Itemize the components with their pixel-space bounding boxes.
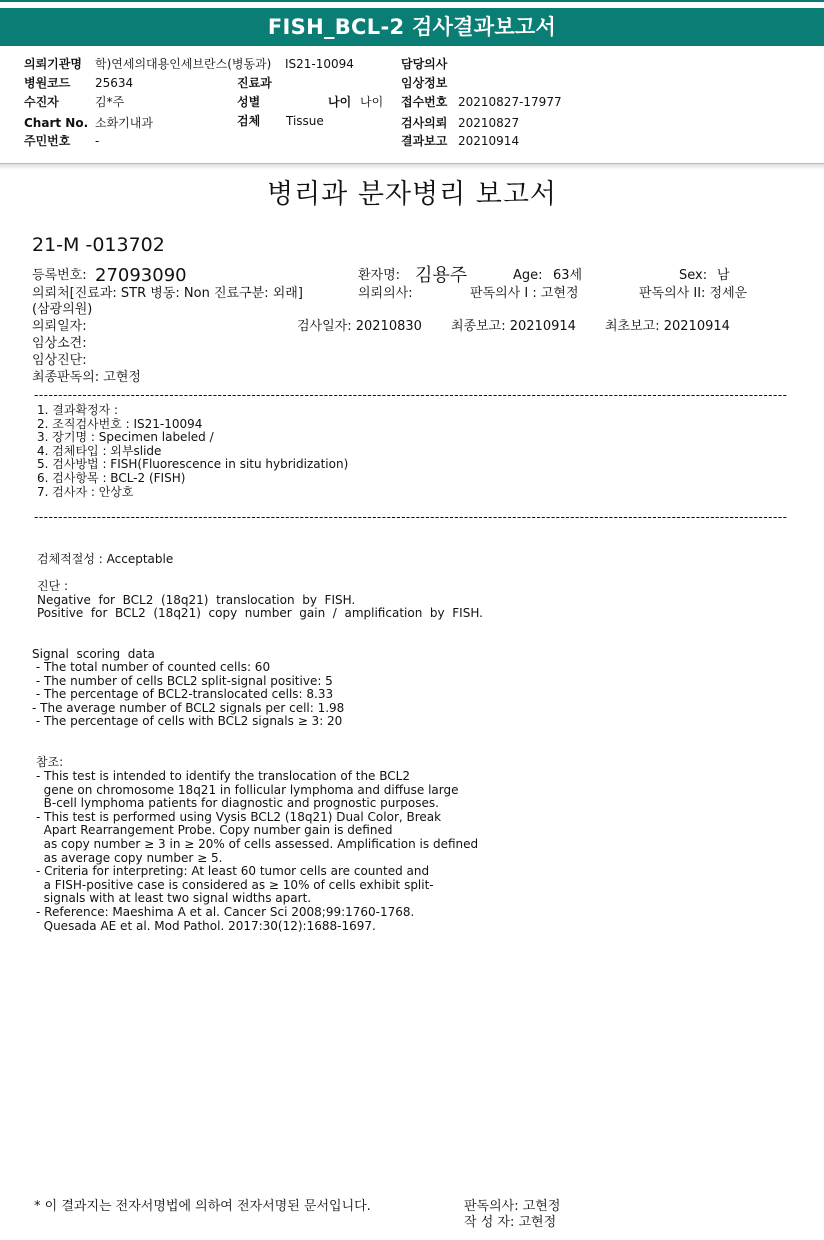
list-item: 5. 검사방법 : FISH(Fluorescence in situ hybridization) xyxy=(37,457,349,472)
reg-label: 등록번호: xyxy=(32,268,87,283)
list-item: 7. 검사자 : 안상호 xyxy=(37,484,134,499)
reference-line: Quesada AE et al. Mod Pathol. 2017:30(12):1688-1697. xyxy=(36,918,376,933)
label-clinical-info: 임상정보 xyxy=(401,76,448,90)
reference-notes xyxy=(36,770,478,933)
value-institution-code: IS21-10094 xyxy=(285,57,354,71)
footer-author: 작 성 자: 고현정 xyxy=(464,1215,557,1230)
label-request-date: 검사의뢰 xyxy=(401,116,448,130)
clinical-findings: 임상소견: xyxy=(32,336,87,351)
reference-line: - This test is performed using Vysis BCL2 (18q21) Dual Color, Break xyxy=(36,809,442,824)
diagnosis-label: 진단 : xyxy=(37,579,69,593)
report-header-title: FISH_BCL-2 검사결과보고서 xyxy=(0,8,824,46)
final-report-date: 최종보고: 20210914 xyxy=(451,319,576,334)
signal-line: - The percentage of BCL2-translocated cells: 8.33 xyxy=(32,687,334,702)
signal-line: - The total number of counted cells: 60 xyxy=(32,660,271,674)
reg-value: 27093090 xyxy=(95,265,187,286)
signal-data xyxy=(32,661,344,729)
clinical-dx: 임상진단: xyxy=(32,353,87,368)
label-resident-no: 주민번호 xyxy=(24,134,71,148)
final-reader: 최종판독의: 고현정 xyxy=(32,370,141,385)
value-receipt-no: 20210827-17977 xyxy=(458,95,562,109)
label-patient: 수진자 xyxy=(24,95,59,109)
signal-line: - The average number of BCL2 signals per cell: 1.98 xyxy=(32,700,345,715)
value-institution: 학)연세의대용인세브란스(병동과) xyxy=(95,57,272,71)
reference-line: B-cell lymphoma patients for diagnostic and prognostic purposes. xyxy=(36,796,439,811)
list-item: 2. 조직검사번호 : IS21-10094 xyxy=(37,416,203,431)
age-label: Age: xyxy=(513,268,543,283)
label-specimen: 검체 xyxy=(237,114,261,128)
adequacy: 검체적절성 : Acceptable xyxy=(37,552,174,566)
footer-note: * 이 결과지는 전자서명법에 의하여 전자서명된 문서입니다. xyxy=(34,1199,371,1214)
referral-line: 의뢰처[진료과: STR 병동: Non 진료구분: 외래] xyxy=(32,286,303,301)
reference-line: signals with at least two signal widths apart. xyxy=(36,891,312,906)
sex-value: 남 xyxy=(717,268,730,283)
footer-reader: 판독의사: 고현정 xyxy=(464,1199,561,1214)
exam-date: 검사일자: 20210830 xyxy=(297,319,422,334)
value-chart-no: 소화기내과 xyxy=(95,116,153,130)
reference-line: - Criteria for interpreting: At least 60 tumor cells are counted and xyxy=(36,864,430,879)
header-shadow xyxy=(0,164,824,170)
request-date-label: 의뢰일자: xyxy=(32,319,87,334)
diagnosis-line-1: Negative for BCL2 (18q21) translocation by FISH. xyxy=(37,593,356,607)
first-report-date: 최초보고: 20210914 xyxy=(605,319,730,334)
reference-line: gene on chromosome 18q21 in follicular lymphoma and diffuse large xyxy=(36,782,459,797)
signal-line: - The percentage of cells with BCL2 signals ≥ 3: 20 xyxy=(32,714,343,729)
reference-line: Apart Rearrangement Probe. Copy number gain is defined xyxy=(36,823,393,838)
label-chart-no: Chart No. xyxy=(24,116,89,130)
ref-doctor-label: 의뢰의사: xyxy=(358,286,413,301)
signal-line: - The number of cells BCL2 split-signal positive: 5 xyxy=(32,673,333,688)
list-item: 4. 검체타입 : 외부slide xyxy=(37,443,162,458)
label-hospital-code: 병원코드 xyxy=(24,76,71,90)
patient-label: 환자명: xyxy=(358,268,401,283)
value-hospital-code: 25634 xyxy=(95,76,134,90)
label-result-report: 결과보고 xyxy=(401,134,448,148)
report-number: 21-M -013702 xyxy=(32,234,165,256)
top-border xyxy=(0,0,824,8)
value-patient: 김*주 xyxy=(95,95,125,109)
label-receipt-no: 접수번호 xyxy=(401,95,448,109)
label-department: 진료과 xyxy=(237,76,272,90)
value-result-report: 20210914 xyxy=(458,134,520,148)
list-item: 3. 장기명 : Specimen labeled / xyxy=(37,430,214,445)
value-specimen: Tissue xyxy=(286,114,324,128)
reference-title: 참조: xyxy=(36,755,64,769)
reference-line: - This test is intended to identify the translocation of the BCL2 xyxy=(36,769,410,783)
label-doctor: 담당의사 xyxy=(401,57,448,71)
label-age: 나이 xyxy=(328,95,352,109)
reference-line: as copy number ≥ 3 in ≥ 20% of cells assessed. Amplification is defined xyxy=(36,836,479,851)
diagnosis-line-2: Positive for BCL2 (18q21) copy number gain / amplification by FISH. xyxy=(37,606,483,620)
reader2: 판독의사 II: 정세운 xyxy=(639,286,748,301)
patient-value: 김용주 xyxy=(415,265,468,286)
label-institution: 의뢰기관명 xyxy=(24,57,82,71)
exam-items xyxy=(37,404,348,499)
reference-line: a FISH-positive case is considered as ≥ 10% of cells exhibit split- xyxy=(36,877,434,892)
reference-line: - Reference: Maeshima A et al. Cancer Sci 2008;99:1760-1768. xyxy=(36,904,415,919)
reference-line: as average copy number ≥ 5. xyxy=(36,850,223,865)
value-request-date: 20210827 xyxy=(458,116,520,130)
dashed-divider-top: ------------------------------------------------------------------------------------------------------------------------------------------------------------ xyxy=(34,389,788,401)
referral-sub: (삼광의원) xyxy=(32,302,93,317)
age-value: 63세 xyxy=(553,268,583,283)
reader1: 판독의사 I : 고현정 xyxy=(470,286,579,301)
list-item: 1. 결과확정자 : xyxy=(37,403,119,417)
report-title: 병리과 분자병리 보고서 xyxy=(267,179,557,210)
value-resident-no: - xyxy=(95,134,100,148)
label-sex: 성별 xyxy=(237,95,261,109)
list-item: 6. 검사항목 : BCL-2 (FISH) xyxy=(37,470,186,485)
signal-title: Signal scoring data xyxy=(32,647,155,661)
dashed-divider-bottom: ------------------------------------------------------------------------------------------------------------------------------------------------------------ xyxy=(34,511,788,523)
value-age: 나이 xyxy=(360,95,384,109)
sex-label: Sex: xyxy=(679,268,708,283)
